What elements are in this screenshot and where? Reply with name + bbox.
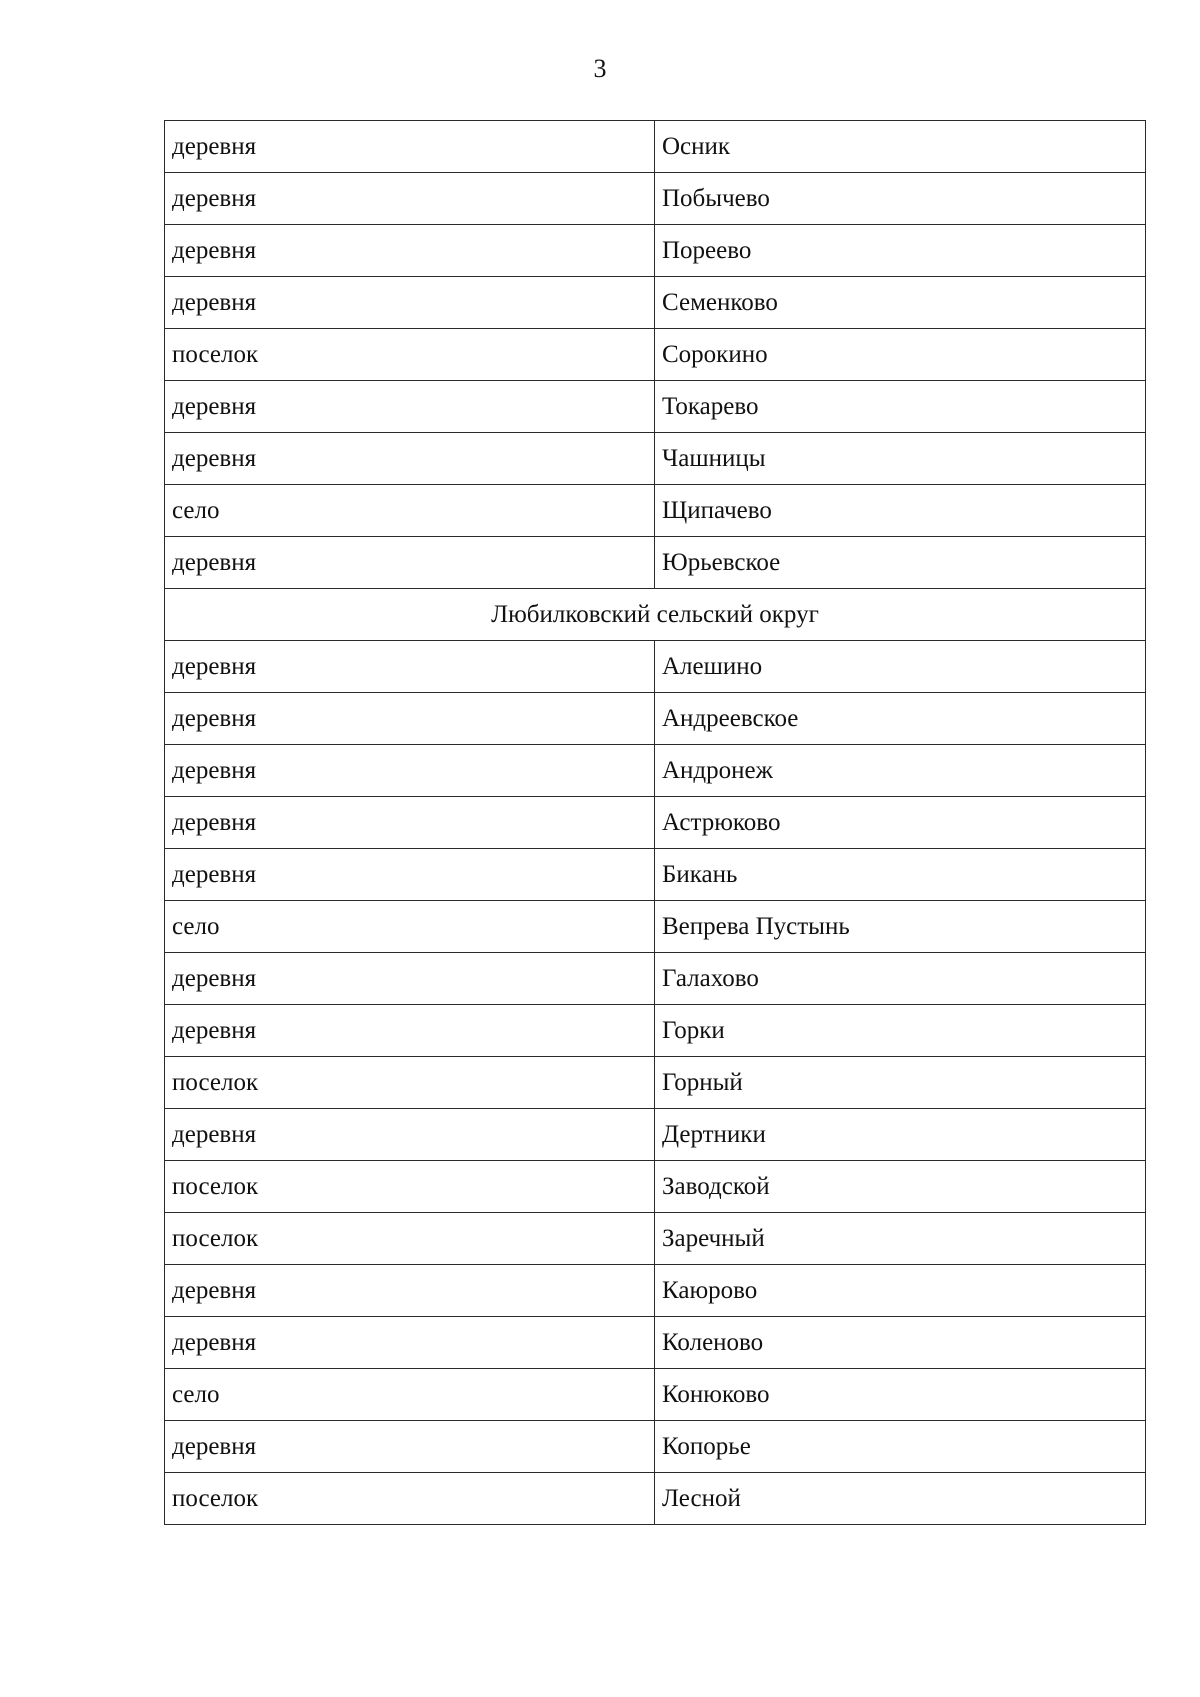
settlement-type-cell: деревня [165, 121, 655, 173]
table-row [165, 329, 1146, 381]
settlement-name-cell: Осник [655, 121, 1146, 173]
table-row [165, 1265, 1146, 1317]
settlement-type-cell: деревня [165, 693, 655, 745]
settlement-type-cell: деревня [165, 1265, 655, 1317]
table-row [165, 1369, 1146, 1421]
settlement-type-cell: деревня [165, 537, 655, 589]
settlement-name-cell: Пореево [655, 225, 1146, 277]
table-row [165, 121, 1146, 173]
table-row [165, 1161, 1146, 1213]
table-row [165, 1473, 1146, 1525]
table-row [165, 1213, 1146, 1265]
settlement-type-cell: деревня [165, 1317, 655, 1369]
table-row [165, 641, 1146, 693]
table-row [165, 173, 1146, 225]
settlement-name-cell: Галахово [655, 953, 1146, 1005]
settlement-type-cell: поселок [165, 1213, 655, 1265]
table-row [165, 537, 1146, 589]
settlement-name-cell: Андреевское [655, 693, 1146, 745]
table-row [165, 1421, 1146, 1473]
table-row [165, 381, 1146, 433]
page-number: 3 [593, 54, 607, 83]
settlements-table [164, 120, 1146, 1525]
table-row [165, 485, 1146, 537]
settlement-type-cell: деревня [165, 277, 655, 329]
settlement-name-cell: Чашницы [655, 433, 1146, 485]
settlement-type-cell: поселок [165, 1057, 655, 1109]
settlement-name-cell: Коленово [655, 1317, 1146, 1369]
settlement-type-cell: деревня [165, 797, 655, 849]
table-row [165, 1109, 1146, 1161]
settlement-type-cell: деревня [165, 1109, 655, 1161]
settlement-type-cell: деревня [165, 433, 655, 485]
settlement-type-cell: деревня [165, 1421, 655, 1473]
settlement-type-cell: село [165, 1369, 655, 1421]
settlement-name-cell: Юрьевское [655, 537, 1146, 589]
settlement-name-cell: Андронеж [655, 745, 1146, 797]
settlement-name-cell: Горный [655, 1057, 1146, 1109]
settlement-name-cell: Сорокино [655, 329, 1146, 381]
settlement-type-cell: деревня [165, 745, 655, 797]
settlements-table-body [165, 121, 1146, 1525]
settlement-name-cell: Заречный [655, 1213, 1146, 1265]
settlement-type-cell: деревня [165, 641, 655, 693]
settlement-name-cell: Семенково [655, 277, 1146, 329]
settlement-type-cell: поселок [165, 1161, 655, 1213]
table-row [165, 225, 1146, 277]
settlement-name-cell: Щипачево [655, 485, 1146, 537]
settlement-type-cell: деревня [165, 849, 655, 901]
settlement-name-cell: Лесной [655, 1473, 1146, 1525]
settlement-name-cell: Бикань [655, 849, 1146, 901]
table-row [165, 901, 1146, 953]
section-header-row [165, 589, 1146, 641]
settlement-name-cell: Вепрева Пустынь [655, 901, 1146, 953]
settlement-type-cell: деревня [165, 381, 655, 433]
settlement-type-cell: село [165, 901, 655, 953]
table-row [165, 1057, 1146, 1109]
settlement-type-cell: деревня [165, 173, 655, 225]
table-row [165, 797, 1146, 849]
settlement-name-cell: Копорье [655, 1421, 1146, 1473]
settlement-type-cell: деревня [165, 953, 655, 1005]
settlement-type-cell: село [165, 485, 655, 537]
table-row [165, 277, 1146, 329]
table-row [165, 1317, 1146, 1369]
table-row [165, 745, 1146, 797]
settlement-name-cell: Побычево [655, 173, 1146, 225]
settlement-type-cell: поселок [165, 329, 655, 381]
settlement-name-cell: Дертники [655, 1109, 1146, 1161]
settlement-name-cell: Заводской [655, 1161, 1146, 1213]
table-row [165, 693, 1146, 745]
settlement-type-cell: деревня [165, 225, 655, 277]
settlement-name-cell: Конюково [655, 1369, 1146, 1421]
table-row [165, 1005, 1146, 1057]
settlement-name-cell: Токарево [655, 381, 1146, 433]
settlement-name-cell: Каюрово [655, 1265, 1146, 1317]
settlement-type-cell: деревня [165, 1005, 655, 1057]
settlement-type-cell: поселок [165, 1473, 655, 1525]
section-header: Любилковский сельский округ [165, 589, 1146, 641]
table-row [165, 953, 1146, 1005]
settlement-name-cell: Горки [655, 1005, 1146, 1057]
table-row [165, 849, 1146, 901]
settlement-name-cell: Астрюково [655, 797, 1146, 849]
settlement-name-cell: Алешино [655, 641, 1146, 693]
table-row [165, 433, 1146, 485]
